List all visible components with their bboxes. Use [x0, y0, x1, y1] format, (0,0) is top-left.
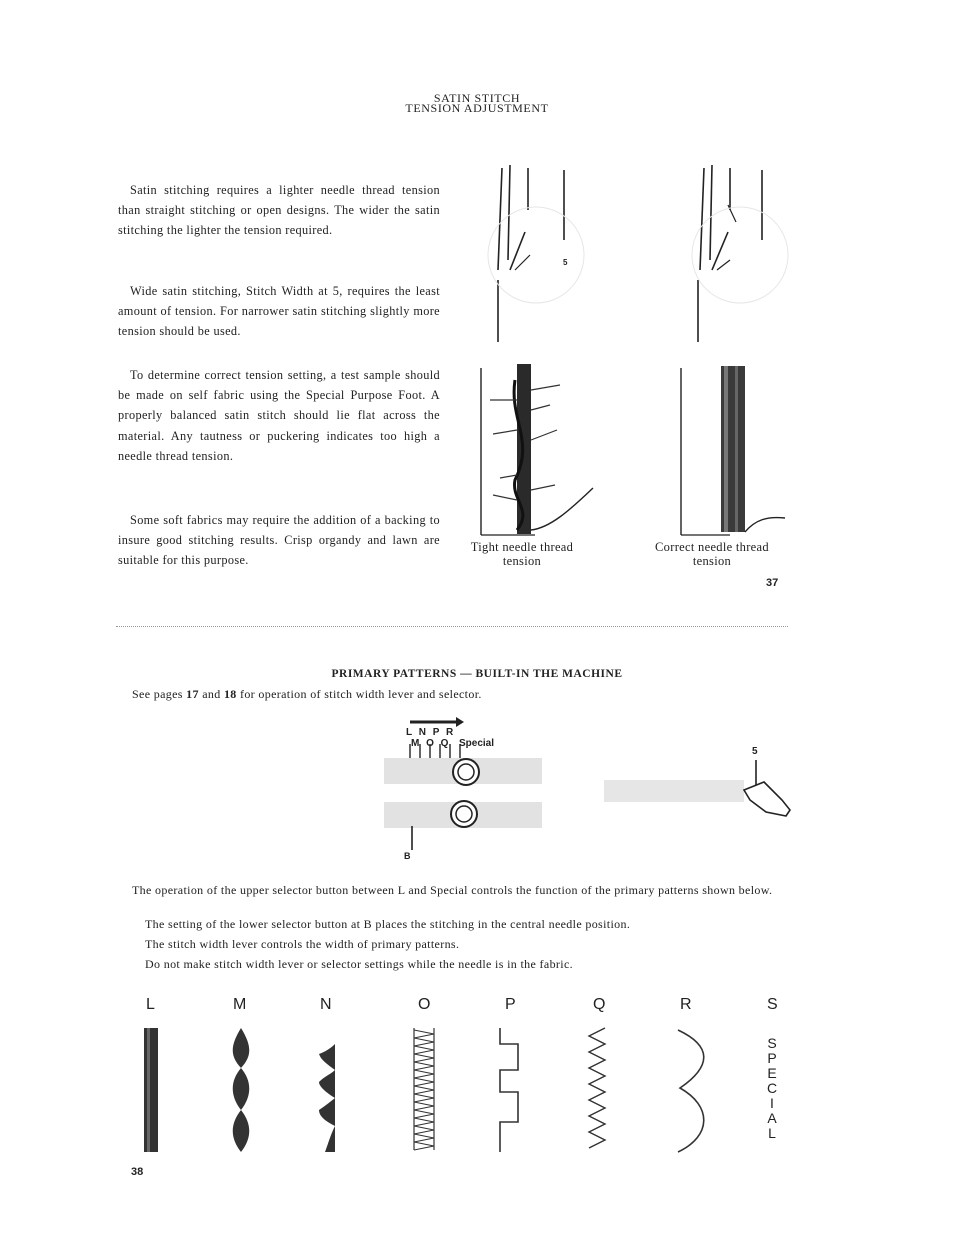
pattern-label-s: S: [767, 996, 778, 1013]
pattern-m-stitch: [228, 1026, 258, 1156]
tension-dial-illustration-right: [690, 160, 790, 345]
correct-tension-sample-illustration: [675, 360, 795, 540]
page-number-38: 38: [131, 1166, 144, 1178]
selector-special-label: Special: [459, 738, 495, 749]
special-letter-s: S: [767, 1035, 777, 1051]
body-paragraph-2: The setting of the lower selector button at B places the stitching in the central needle position.: [145, 917, 631, 931]
body-paragraph-3: The stitch width lever controls the width of primary patterns.: [145, 937, 460, 951]
body-paragraph-1: The operation of the upper selector button between L and Special controls the function of the primary patterns shown below.: [132, 883, 773, 897]
tight-tension-sample-illustration: [475, 360, 605, 540]
special-letter-l: L: [768, 1125, 776, 1141]
caption-correct-line2: tension: [692, 554, 732, 568]
selector-top-letters: L N P R: [406, 727, 456, 738]
caption-tight-tension: [442, 540, 602, 568]
see-line-page-18: 18: [223, 687, 237, 701]
paragraph-4: Some soft fabrics may require the addition of a backing to insure good stitching results. Crisp organdy and lawn are suitable for this purpose.: [118, 513, 440, 568]
special-letter-i: I: [770, 1095, 774, 1111]
page-37-title: SATIN STITCH: [433, 91, 521, 105]
see-line-after: for operation of stitch width lever and selector.: [236, 687, 482, 701]
pattern-l-stitch: [142, 1026, 162, 1156]
see-line-before: See pages: [132, 687, 187, 701]
pattern-label-p: P: [505, 996, 516, 1013]
pattern-label-n: N: [320, 996, 332, 1013]
page-38-title: PRIMARY PATTERNS — BUILT-IN THE MACHINE: [331, 668, 623, 680]
pattern-n-stitch: [315, 1026, 345, 1156]
paragraph-2: Wide satin stitching, Stitch Width at 5, requires the least amount of tension. For narrower satin stitching slightly more tension should be used.: [118, 284, 440, 339]
pattern-o-stitch: [410, 1026, 440, 1156]
pattern-label-m: M: [233, 996, 247, 1013]
special-letter-a: A: [767, 1110, 777, 1126]
caption-correct-line1: Correct needle thread: [655, 540, 769, 554]
page-number-37: 37: [766, 577, 779, 589]
pattern-q-stitch: [585, 1026, 615, 1156]
pattern-label-q: Q: [593, 996, 606, 1013]
paragraph-1: Satin stitching requires a lighter needle thread tension than straight stitching or open designs. The wider the satin stitching the lighter the tension required.: [118, 183, 440, 238]
special-letter-p: P: [767, 1050, 777, 1066]
pattern-r-stitch: [672, 1026, 712, 1156]
width-lever-label: 5: [752, 746, 758, 757]
pattern-p-stitch: [496, 1026, 526, 1156]
see-line-page-17: 17: [186, 687, 199, 701]
special-letter-c: C: [766, 1080, 778, 1096]
pattern-label-o: O: [418, 996, 431, 1013]
stitch-width-lever-illustration: [604, 760, 794, 820]
selector-mid-letters: M O Q: [411, 738, 451, 749]
tension-dial-illustration-left: [490, 160, 580, 345]
caption-tight-line1: Tight needle thread: [470, 540, 574, 554]
selector-bottom-letter: B: [404, 851, 411, 861]
pattern-label-l: L: [146, 996, 155, 1013]
paragraph-3: To determine correct tension setting, a test sample should be made on self fabric using the Special Purpose Foot. A properly balanced satin stitch should lie flat across the material. Any tautness or puckering indicates too high a needle thread tension.: [118, 368, 440, 463]
dial-number: 5: [563, 258, 568, 267]
page-37-subtitle: TENSION ADJUSTMENT: [405, 101, 549, 115]
page-divider: [116, 626, 788, 627]
see-line-mid: and: [198, 687, 224, 701]
body-paragraph-4: Do not make stitch width lever or selector settings while the needle is in the fabric.: [145, 957, 573, 971]
see-pages-line: [132, 687, 482, 702]
caption-correct-tension: [632, 540, 792, 568]
special-letter-e: E: [767, 1065, 777, 1081]
special-vertical-label: [762, 1036, 782, 1141]
caption-tight-line2: tension: [502, 554, 542, 568]
pattern-label-r: R: [680, 996, 692, 1013]
